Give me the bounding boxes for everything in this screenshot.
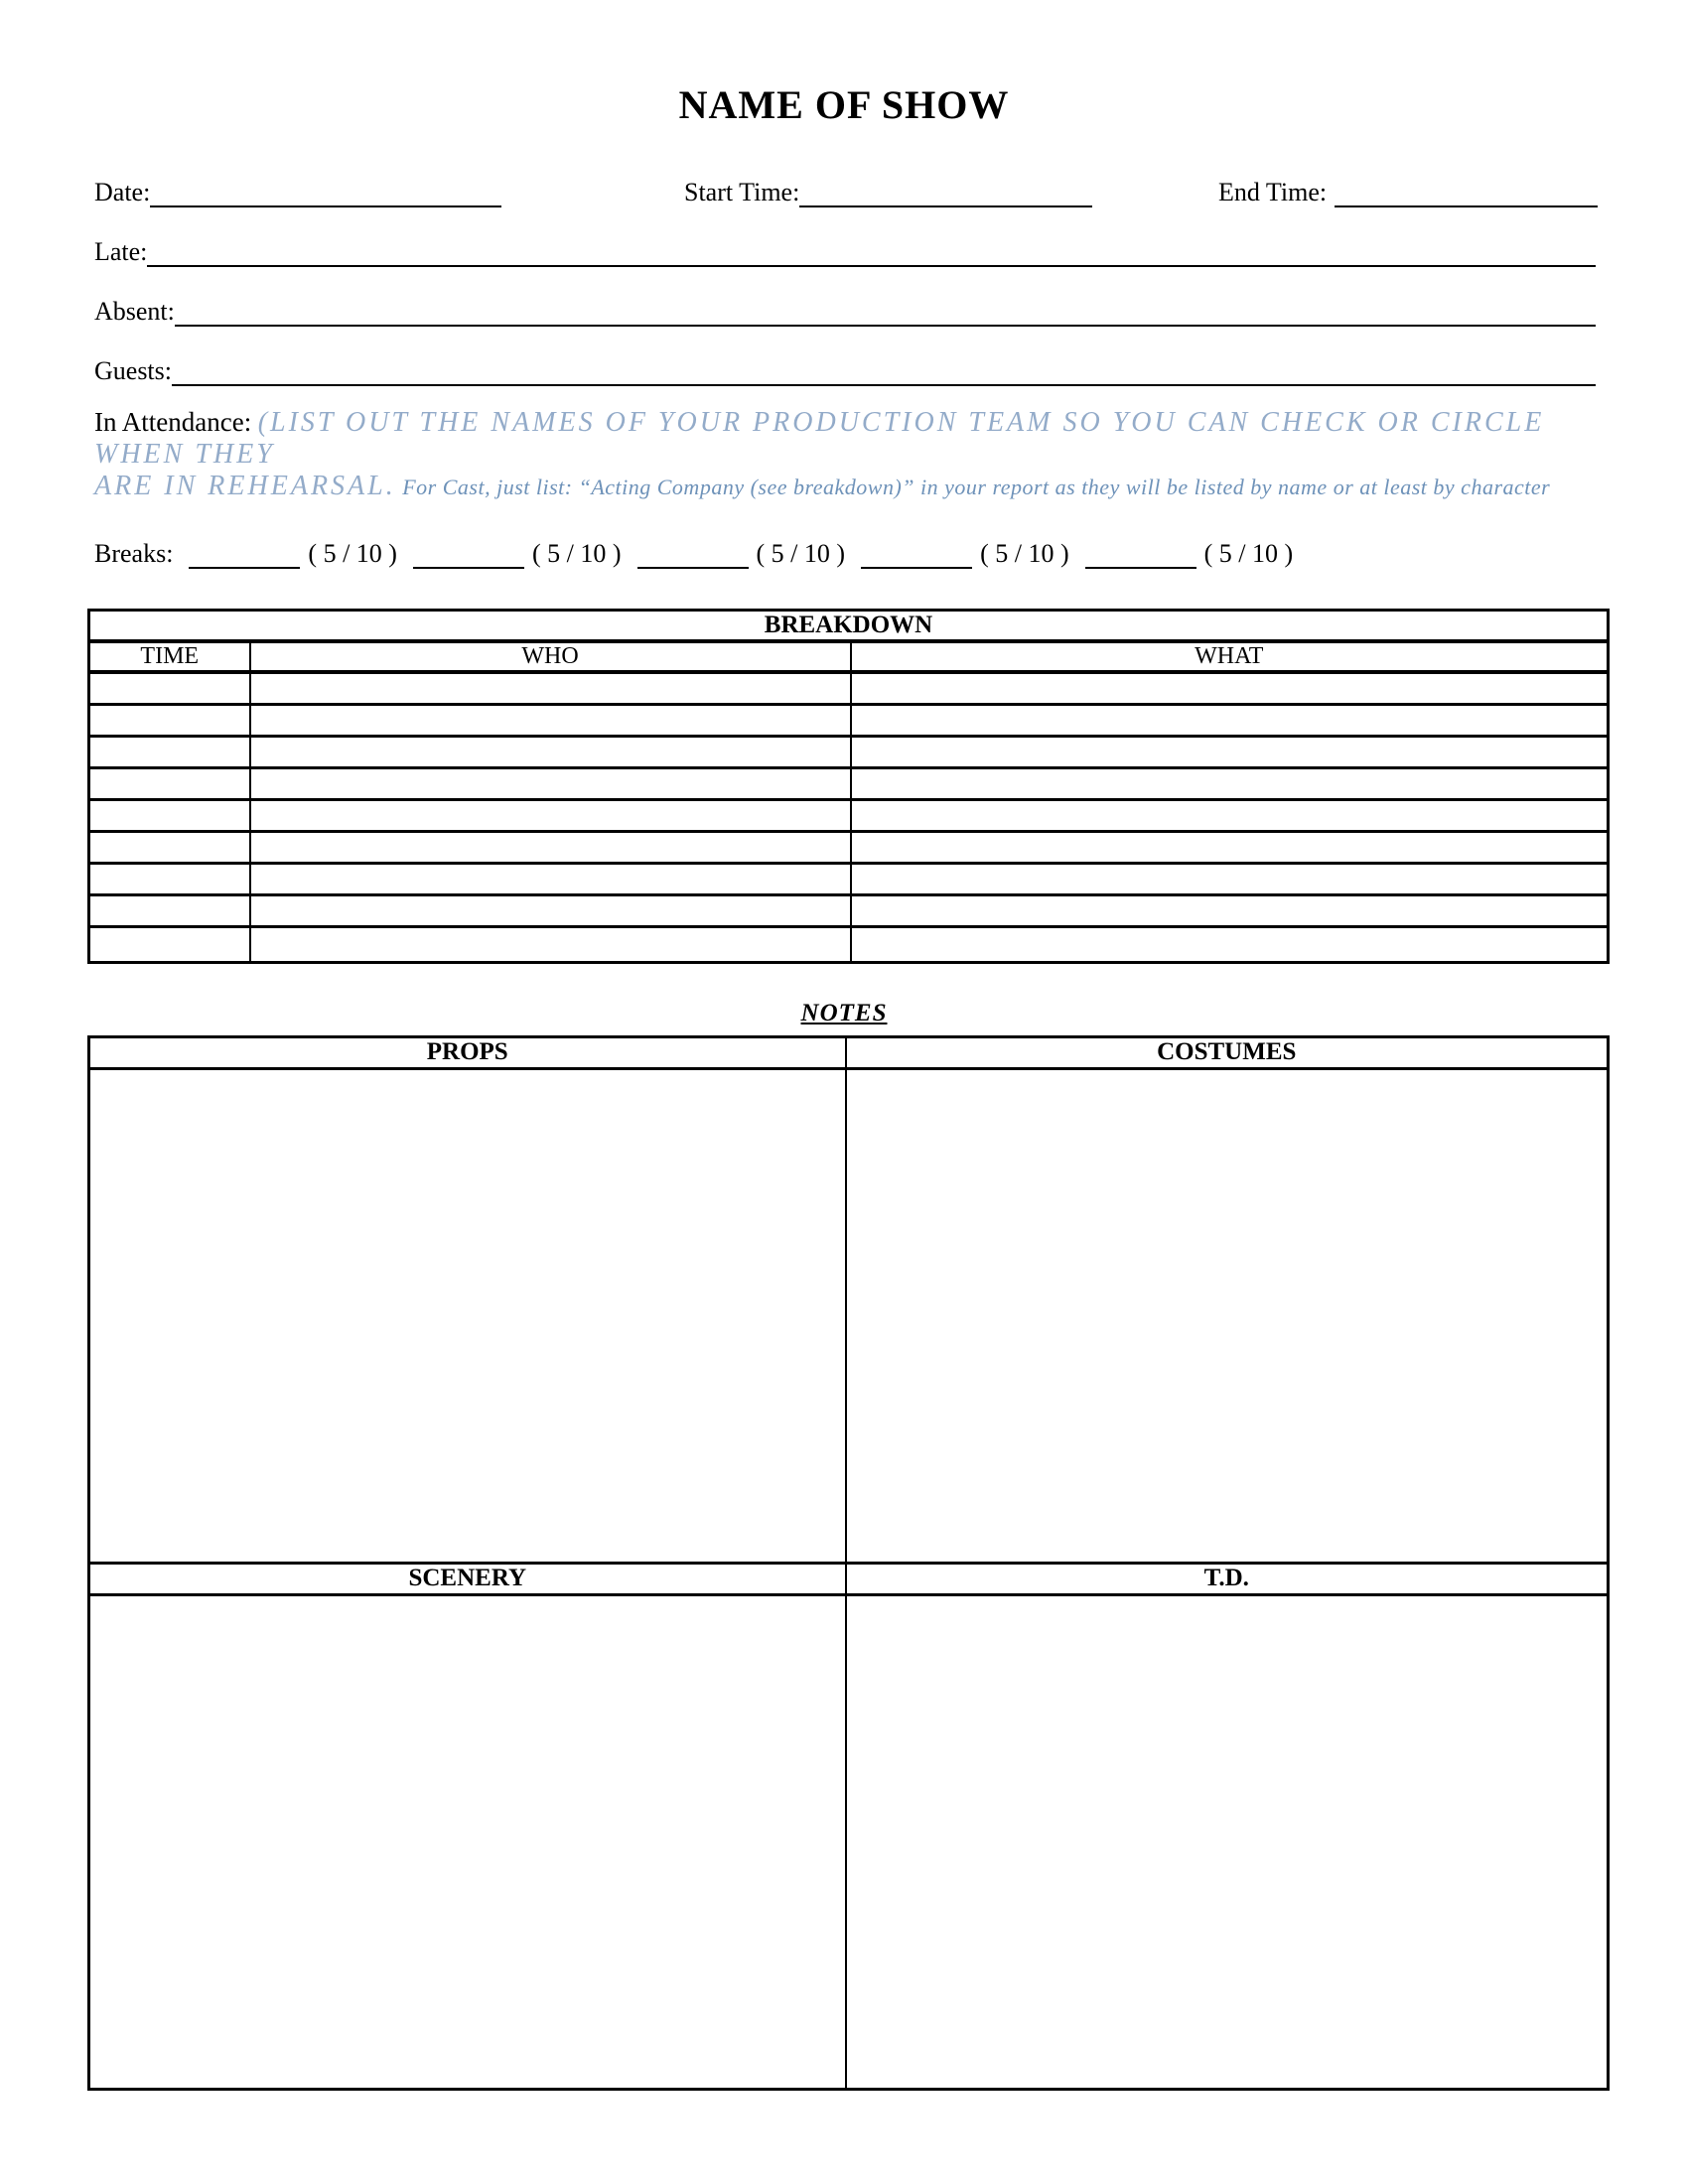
breakdown-empty-cell[interactable] [851,672,1609,704]
start-time-input-line[interactable] [799,181,1092,207]
breakdown-empty-cell[interactable] [89,736,250,767]
breakdown-empty-cell[interactable] [851,926,1609,962]
breakdown-table [87,609,1610,964]
break-interval-label: ( 5 / 10 ) [980,539,1069,568]
attendance-instruction-script: For Cast, just list: “Acting Company (see breakdown)” in your report as they will be listed by name or at least by character [402,475,1551,499]
breakdown-empty-row [89,736,1609,767]
breakdown-empty-row [89,863,1609,894]
start-time-label: Start Time: [684,178,800,206]
breakdown-empty-cell[interactable] [250,767,851,799]
scenery-notes-cell[interactable] [89,1594,846,2089]
breakdown-empty-cell[interactable] [851,863,1609,894]
td-header: T.D. [846,1563,1609,1594]
breakdown-empty-cell[interactable] [250,799,851,831]
date-input-line[interactable] [150,181,501,207]
in-attendance-label: In Attendance: [94,407,252,437]
breakdown-empty-cell[interactable] [851,736,1609,767]
breakdown-empty-cell[interactable] [89,863,250,894]
late-input-line[interactable] [147,240,1596,267]
breakdown-empty-cell[interactable] [250,863,851,894]
td-notes-cell[interactable] [846,1594,1609,2089]
breaks-label: Breaks: [94,539,174,568]
date-field [94,178,501,207]
breaks-row [94,535,1688,569]
break-input-line[interactable] [637,542,749,569]
end-time-input-line[interactable] [1335,181,1598,207]
breakdown-empty-cell[interactable] [250,672,851,704]
break-slot [173,539,397,569]
breakdown-empty-row [89,831,1609,863]
break-input-line[interactable] [189,542,300,569]
column-header-what: WHAT [851,641,1609,672]
breakdown-title-row [89,611,1609,642]
end-time-field [1218,178,1598,207]
absent-input-line[interactable] [175,300,1596,327]
breakdown-header-row [89,641,1609,672]
column-header-who: WHO [250,641,851,672]
notes-body-row-top [89,1068,1609,1563]
breakdown-empty-cell[interactable] [89,704,250,736]
attendance-instruction-caps-line1: (LIST OUT THE NAMES OF YOUR PRODUCTION TEAM SO YOU CAN CHECK OR CIRCLE WHEN THEY [94,407,1545,470]
break-slot [1069,539,1294,569]
notes-body-row-bottom [89,1594,1609,2089]
breakdown-empty-cell[interactable] [89,894,250,926]
breakdown-empty-row [89,799,1609,831]
in-attendance-section [94,406,1604,503]
breakdown-empty-cell[interactable] [250,894,851,926]
scenery-header: SCENERY [89,1563,846,1594]
breakdown-empty-cell[interactable] [250,831,851,863]
breakdown-empty-cell[interactable] [89,926,250,962]
break-input-line[interactable] [1085,542,1196,569]
guests-field [94,352,1596,386]
break-interval-label: ( 5 / 10 ) [531,539,622,568]
notes-header-row-top [89,1036,1609,1068]
breakdown-empty-cell[interactable] [89,767,250,799]
start-time-field [684,178,1092,207]
page-title: NAME OF SHOW [678,82,1010,127]
break-slot [845,539,1069,569]
date-label: Date: [94,178,151,206]
breaks-slots [173,539,1293,569]
absent-label: Absent: [94,297,175,326]
date-time-row [94,174,1688,207]
costumes-header: COSTUMES [846,1036,1609,1068]
breakdown-empty-cell[interactable] [250,704,851,736]
breakdown-empty-cell[interactable] [851,831,1609,863]
late-field [94,233,1596,267]
notes-header-row-bottom [89,1563,1609,1594]
notes-title: NOTES [800,999,888,1026]
breakdown-empty-row [89,926,1609,962]
absent-field [94,293,1596,327]
props-notes-cell[interactable] [89,1068,846,1563]
break-interval-label: ( 5 / 10 ) [1203,539,1294,568]
break-input-line[interactable] [861,542,972,569]
breakdown-empty-cell[interactable] [851,894,1609,926]
column-header-time: TIME [89,641,250,672]
breakdown-empty-cell[interactable] [89,831,250,863]
late-label: Late: [94,237,148,266]
break-interval-label: ( 5 / 10 ) [756,539,846,568]
breakdown-empty-row [89,894,1609,926]
break-input-line[interactable] [413,542,524,569]
attendance-instruction-caps-line2: ARE IN REHEARSAL. [94,471,396,501]
break-slot [622,539,846,569]
break-interval-label: ( 5 / 10 ) [308,539,397,568]
notes-table [87,1035,1610,2091]
breakdown-empty-cell[interactable] [89,672,250,704]
guests-input-line[interactable] [172,359,1596,386]
break-slot [397,539,622,569]
breakdown-empty-cell[interactable] [851,704,1609,736]
guests-label: Guests: [94,356,172,385]
breakdown-empty-row [89,767,1609,799]
breakdown-table-body [89,672,1609,962]
costumes-notes-cell[interactable] [846,1068,1609,1563]
end-time-label: End Time: [1218,178,1328,206]
breakdown-empty-row [89,672,1609,704]
breakdown-empty-cell[interactable] [89,799,250,831]
breakdown-empty-cell[interactable] [851,799,1609,831]
breakdown-empty-cell[interactable] [250,926,851,962]
breakdown-empty-cell[interactable] [250,736,851,767]
breakdown-title: BREAKDOWN [89,611,1609,642]
props-header: PROPS [89,1036,846,1068]
breakdown-empty-row [89,704,1609,736]
breakdown-empty-cell[interactable] [851,767,1609,799]
